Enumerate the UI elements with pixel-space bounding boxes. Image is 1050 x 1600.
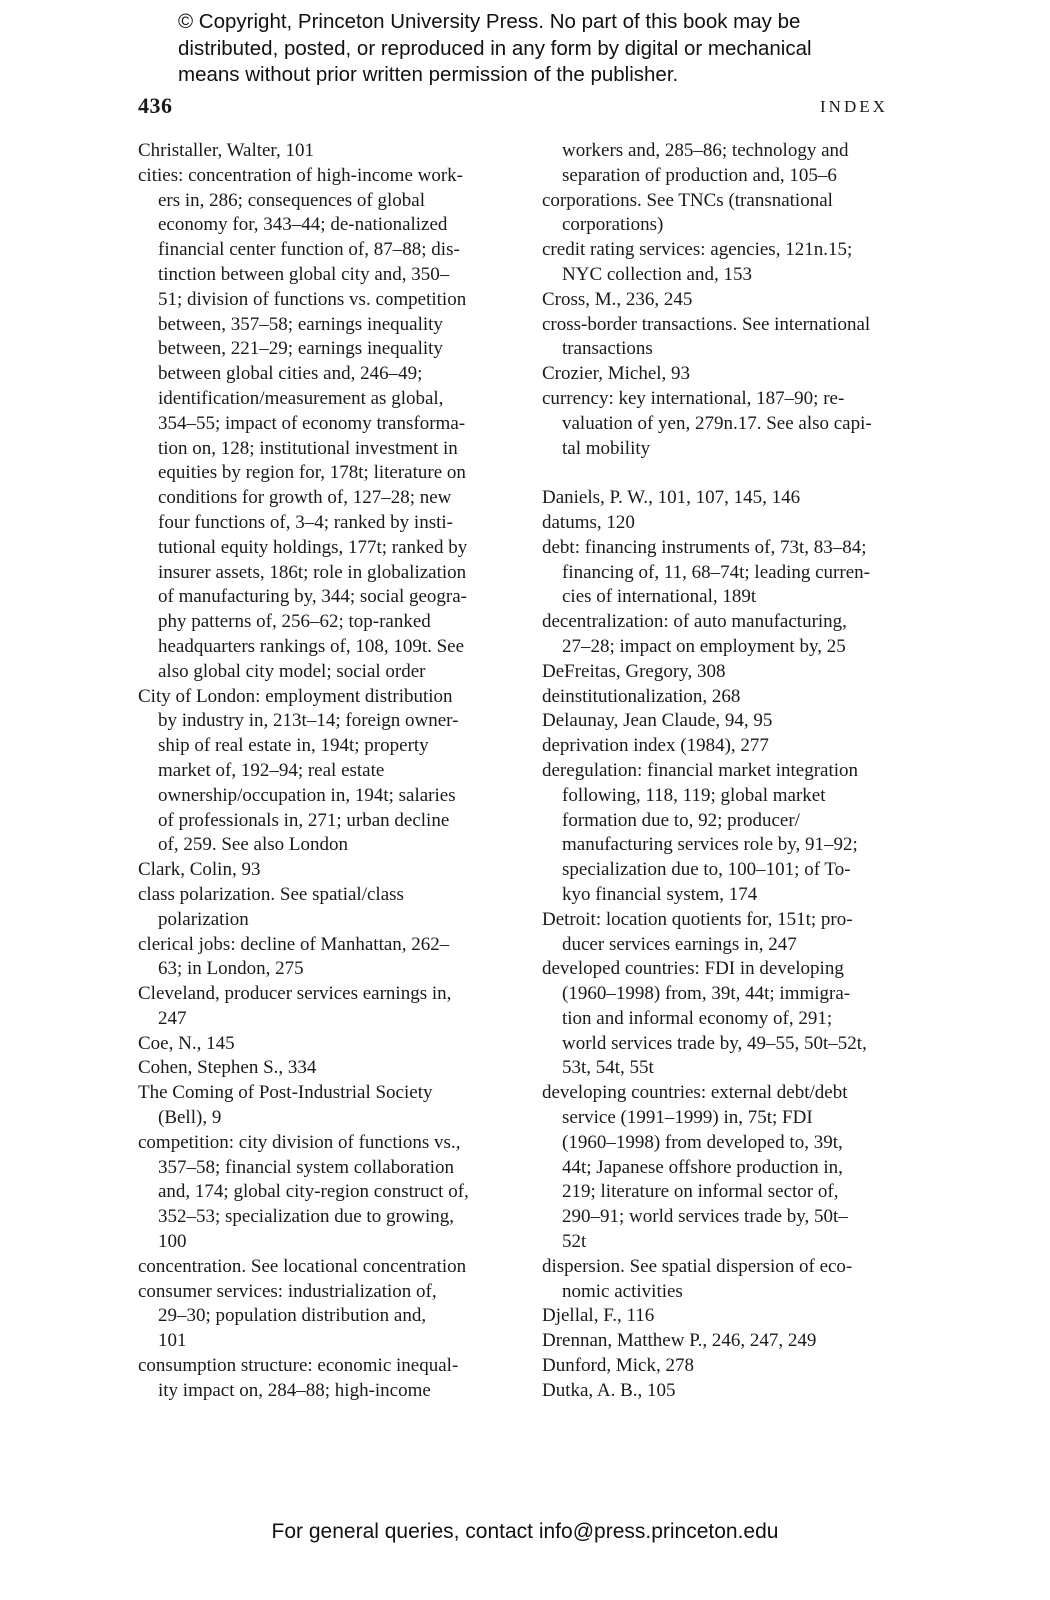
index-entry bbox=[138, 164, 538, 685]
index-entry-line: valuation of yen, 279n.17. See also capi- bbox=[562, 412, 872, 434]
index-entry bbox=[542, 288, 942, 313]
index-entry bbox=[542, 957, 942, 1081]
index-entry-line: 27–28; impact on employment by, 25 bbox=[562, 635, 846, 657]
index-entry-line: headquarters rankings of, 108, 109t. See bbox=[158, 635, 465, 657]
index-entry bbox=[542, 1304, 942, 1329]
index-entry-line: identification/measurement as global, bbox=[158, 387, 444, 409]
index-entry-line: (1960–1998) from developed to, 39t, bbox=[562, 1131, 843, 1153]
index-entry bbox=[138, 1032, 538, 1057]
index-entry-line: 29–30; population distribution and, bbox=[158, 1305, 427, 1327]
index-entry bbox=[542, 685, 942, 710]
index-entry bbox=[542, 1255, 942, 1305]
index-entry-line: The Coming of Post-Industrial Society bbox=[138, 1082, 433, 1104]
index-entry-line: concentration. See locational concentration bbox=[138, 1255, 467, 1277]
index-entry-line: 63; in London, 275 bbox=[158, 958, 304, 980]
index-entry-line: consumption structure: economic inequal- bbox=[138, 1355, 459, 1377]
index-entry-line: 100 bbox=[158, 1231, 187, 1253]
index-entry-line: developed countries: FDI in developing bbox=[542, 958, 844, 980]
index-entry bbox=[542, 511, 942, 536]
index-entry-line: DeFreitas, Gregory, 308 bbox=[542, 660, 726, 682]
index-entry-line: workers and, 285–86; technology and bbox=[562, 140, 849, 161]
index-entry-line: world services trade by, 49–55, 50t–52t, bbox=[562, 1032, 867, 1054]
index-entry-line: of manufacturing by, 344; social geogra- bbox=[158, 586, 468, 608]
index-entry-line: between, 221–29; earnings inequality bbox=[158, 338, 443, 360]
index-entry-line: ers in, 286; consequences of global bbox=[158, 189, 425, 211]
index-entry-line: credit rating services: agencies, 121n.15; bbox=[542, 239, 853, 261]
index-entry-line: Dunford, Mick, 278 bbox=[542, 1355, 694, 1377]
index-column-right bbox=[542, 139, 942, 1404]
running-head: INDEX bbox=[820, 97, 888, 116]
index-entry-line: 51; division of functions vs. competition bbox=[158, 288, 467, 310]
index-entry-line: tal mobility bbox=[562, 437, 651, 459]
index-entry bbox=[542, 189, 942, 239]
index-entry-line: kyo financial system, 174 bbox=[562, 883, 758, 905]
index-entry-line: cross-border transactions. See international bbox=[542, 313, 871, 335]
index-entry bbox=[138, 1056, 538, 1081]
index-entry bbox=[138, 685, 538, 859]
index-entry bbox=[542, 536, 942, 610]
index-entry-line: NYC collection and, 153 bbox=[562, 263, 752, 285]
index-entry-line: competition: city division of functions vs., bbox=[138, 1131, 461, 1153]
index-entry-line: 44t; Japanese offshore production in, bbox=[562, 1156, 843, 1178]
index-entry-line: between, 357–58; earnings inequality bbox=[158, 313, 443, 335]
index-entry-line: tion and informal economy of, 291; bbox=[562, 1007, 833, 1029]
index-entry-line: formation due to, 92; producer/ bbox=[562, 809, 800, 831]
index-entry-line: 354–55; impact of economy transforma- bbox=[158, 412, 466, 434]
index-entry-line: and, 174; global city-region construct of, bbox=[158, 1181, 469, 1203]
index-entry-line: (Bell), 9 bbox=[158, 1107, 222, 1129]
index-entry-line: 52t bbox=[562, 1231, 587, 1253]
index-entry-line: ship of real estate in, 194t; property bbox=[158, 735, 429, 757]
page-number: 436 bbox=[138, 93, 173, 118]
index-entry-line: conditions for growth of, 127–28; new bbox=[158, 487, 452, 509]
index-entry-line: manufacturing services role by, 91–92; bbox=[562, 834, 858, 856]
index-entry-line: phy patterns of, 256–62; top-ranked bbox=[158, 611, 431, 633]
index-entry bbox=[542, 734, 942, 759]
index-entry bbox=[138, 1280, 538, 1354]
index-entry-line: deinstitutionalization, 268 bbox=[542, 685, 741, 707]
index-entry-line: nomic activities bbox=[562, 1280, 683, 1302]
index-entry-line: 247 bbox=[158, 1007, 187, 1029]
index-entry-line: tion on, 128; institutional investment in bbox=[158, 437, 458, 459]
index-entry-line: deregulation: financial market integration bbox=[542, 759, 859, 781]
index-entry bbox=[542, 660, 942, 685]
index-entry-line: also global city model; social order bbox=[158, 660, 426, 682]
index-entry-line: ownership/occupation in, 194t; salaries bbox=[158, 784, 456, 806]
index-entry-line: 352–53; specialization due to growing, bbox=[158, 1206, 455, 1228]
index-entry-line: cities: concentration of high-income work- bbox=[138, 164, 464, 186]
index-entry-line: tinction between global city and, 350– bbox=[158, 263, 450, 285]
index-entry bbox=[138, 1354, 538, 1404]
index-column-left bbox=[138, 139, 538, 1404]
index-entry bbox=[138, 139, 538, 164]
index-entry-line: equities by region for, 178t; literature on bbox=[158, 462, 466, 484]
index-entry-line: market of, 192–94; real estate bbox=[158, 759, 385, 781]
index-entry-line: Djellal, F., 116 bbox=[542, 1305, 655, 1327]
index-entry-line: corporations. See TNCs (transnational bbox=[542, 189, 833, 211]
index-entry bbox=[138, 1131, 538, 1255]
index-entry bbox=[542, 610, 942, 660]
index-entry-line: Delaunay, Jean Claude, 94, 95 bbox=[542, 710, 773, 732]
index-entry-line: 357–58; financial system collaboration bbox=[158, 1156, 455, 1178]
letter-section-gap bbox=[542, 461, 942, 486]
index-entry-line: four functions of, 3–4; ranked by insti- bbox=[158, 511, 453, 533]
index-entry-line: Drennan, Matthew P., 246, 247, 249 bbox=[542, 1330, 817, 1352]
index-entry bbox=[542, 139, 942, 189]
index-entry bbox=[138, 858, 538, 883]
copyright-notice bbox=[178, 9, 998, 89]
index-entry bbox=[542, 238, 942, 288]
index-entry-line: following, 118, 119; global market bbox=[562, 784, 826, 806]
index-entry-line: financing of, 11, 68–74t; leading curren- bbox=[562, 561, 870, 583]
index-entry-line: deprivation index (1984), 277 bbox=[542, 735, 769, 757]
copyright-line: distributed, posted, or reproduced in any form by digital or mechanical bbox=[178, 36, 812, 60]
index-entry-line: tutional equity holdings, 177t; ranked by bbox=[158, 536, 468, 558]
index-entry-line: City of London: employment distribution bbox=[138, 685, 453, 707]
index-entry bbox=[542, 1379, 942, 1404]
index-entry-line: developing countries: external debt/debt bbox=[542, 1082, 848, 1104]
index-entry-line: cies of international, 189t bbox=[562, 586, 757, 608]
index-entry-line: Coe, N., 145 bbox=[138, 1032, 235, 1054]
index-entry-line: 101 bbox=[158, 1330, 187, 1352]
copyright-line: © Copyright, Princeton University Press. No part of this book may be bbox=[178, 10, 801, 33]
footer-contact: For general queries, contact info@press.princeton.edu bbox=[271, 1520, 779, 1543]
index-entry-line: service (1991–1999) in, 75t; FDI bbox=[562, 1107, 813, 1129]
index-entry-line: Cleveland, producer services earnings in, bbox=[138, 983, 452, 1005]
index-entry-line: economy for, 343–44; de-nationalized bbox=[158, 214, 448, 236]
index-entry bbox=[542, 486, 942, 511]
index-entry-line: of, 259. See also London bbox=[158, 834, 348, 856]
index-entry bbox=[138, 982, 538, 1032]
index-entry-line: currency: key international, 187–90; re- bbox=[542, 387, 845, 409]
copyright-line: means without prior written permission of the publisher. bbox=[178, 63, 679, 86]
index-entry-line: polarization bbox=[158, 908, 249, 930]
index-entry-line: Daniels, P. W., 101, 107, 145, 146 bbox=[542, 487, 801, 509]
index-entry-line: decentralization: of auto manufacturing, bbox=[542, 611, 847, 633]
index-entry bbox=[542, 908, 942, 958]
index-entry-line: by industry in, 213t–14; foreign owner- bbox=[158, 710, 459, 732]
index-entry-line: transactions bbox=[562, 338, 653, 360]
index-entry-line: insurer assets, 186t; role in globalization bbox=[158, 561, 467, 583]
index-entry-line: 53t, 54t, 55t bbox=[562, 1057, 654, 1079]
index-entry-line: 290–91; world services trade by, 50t– bbox=[562, 1206, 848, 1228]
index-entry-line: dispersion. See spatial dispersion of eco- bbox=[542, 1255, 853, 1277]
index-entry-line: ity impact on, 284–88; high-income bbox=[158, 1379, 431, 1401]
index-entry-line: Christaller, Walter, 101 bbox=[138, 140, 315, 161]
index-entry-line: class polarization. See spatial/class bbox=[138, 883, 404, 905]
index-entry bbox=[138, 1081, 538, 1131]
index-entry-line: consumer services: industrialization of, bbox=[138, 1280, 437, 1302]
index-entry bbox=[542, 709, 942, 734]
index-entry-line: financial center function of, 87–88; dis- bbox=[158, 239, 460, 261]
index-entry bbox=[542, 362, 942, 387]
index-entry bbox=[542, 313, 942, 363]
index-entry-line: corporations) bbox=[562, 214, 664, 236]
index-entry-line: specialization due to, 100–101; of To- bbox=[562, 859, 851, 881]
index-entry-line: (1960–1998) from, 39t, 44t; immigra- bbox=[562, 983, 851, 1005]
index-entry bbox=[542, 1081, 942, 1255]
index-entry-line: clerical jobs: decline of Manhattan, 262– bbox=[138, 933, 450, 955]
index-entry-line: Crozier, Michel, 93 bbox=[542, 363, 691, 385]
index-entry-line: Cohen, Stephen S., 334 bbox=[138, 1057, 317, 1079]
index-entry bbox=[542, 387, 942, 461]
index-entry bbox=[138, 1255, 538, 1280]
index-entry-line: datums, 120 bbox=[542, 511, 635, 533]
index-entry-line: separation of production and, 105–6 bbox=[562, 164, 837, 186]
index-entry bbox=[542, 1354, 942, 1379]
index-entry-line: between global cities and, 246–49; bbox=[158, 363, 423, 385]
index-entry-line: debt: financing instruments of, 73t, 83–84; bbox=[542, 536, 867, 558]
index-entry-line: 219; literature on informal sector of, bbox=[562, 1181, 839, 1203]
index-entry-line: Dutka, A. B., 105 bbox=[542, 1379, 676, 1401]
index-entry-line: Clark, Colin, 93 bbox=[138, 859, 261, 881]
index-entry bbox=[542, 1329, 942, 1354]
index-entry-line: Detroit: location quotients for, 151t; pro- bbox=[542, 908, 853, 930]
index-entry bbox=[138, 933, 538, 983]
index-entry-line: ducer services earnings in, 247 bbox=[562, 933, 797, 955]
index-entry-line: of professionals in, 271; urban decline bbox=[158, 809, 450, 831]
index-entry-line: Cross, M., 236, 245 bbox=[542, 288, 693, 310]
index-entry bbox=[542, 759, 942, 908]
index-entry bbox=[138, 883, 538, 933]
